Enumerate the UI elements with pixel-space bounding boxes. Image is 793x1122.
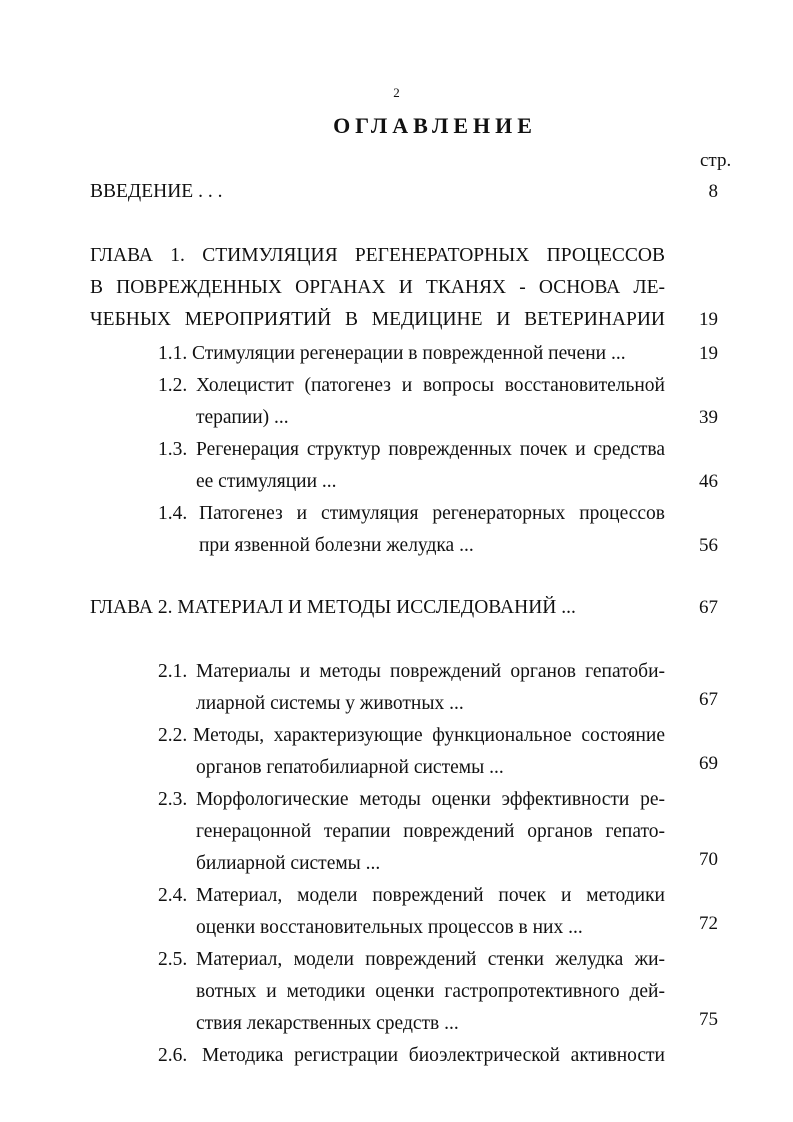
toc-section-title-cont: терапии) ... (196, 407, 289, 428)
toc-section-title-cont: ее стимуляции ... (196, 471, 337, 492)
toc-section-title-cont: генерацонной терапии повреждений органов гепато- (196, 821, 665, 842)
toc-section-title-cont: ствия лекарственных средств ... (196, 1013, 459, 1034)
toc-section-page: 56 (699, 535, 718, 556)
toc-section-number: 2.2. (158, 725, 188, 746)
toc-section-page: 70 (699, 849, 718, 870)
chapter2-heading: ГЛАВА 2. МАТЕРИАЛ И МЕТОДЫ ИССЛЕДОВАНИЙ ... (90, 597, 576, 618)
toc-section-title-cont: билиарной системы ... (196, 853, 381, 874)
toc-section-title-cont: лиарной системы у животных ... (196, 693, 464, 714)
toc-section-page: 39 (699, 407, 718, 428)
toc-section-number: 1.2. (158, 375, 188, 396)
toc-section-title: Стимуляции регенерации в поврежденной печени ... (192, 343, 626, 364)
toc-section-title: Материал, модели повреждений почек и методики (196, 885, 665, 906)
toc-section-title-cont: вотных и методики оценки гастропротективного дей- (196, 981, 665, 1002)
toc-section-number: 2.3. (158, 789, 188, 810)
toc-section-number: 1.1. (158, 343, 188, 364)
toc-page-intro: 8 (708, 181, 718, 202)
toc-section-number: 2.6. (158, 1045, 188, 1066)
toc-section-title: Морфологические методы оценки эффективности ре- (196, 789, 665, 810)
toc-section-title-cont: органов гепатобилиарной системы ... (196, 757, 504, 778)
toc-section-title-cont: оценки восстановительных процессов в них ... (196, 917, 583, 938)
toc-section-number: 1.4. (158, 503, 188, 524)
toc-section-page: 46 (699, 471, 718, 492)
toc-section-title: Регенерация структур поврежденных почек и средства (196, 439, 665, 460)
toc-page-chapter2: 67 (699, 597, 718, 618)
toc-section-title: Материалы и методы повреждений органов гепатоби- (196, 661, 665, 682)
toc-section-title: Методика регистрации биоэлектрической активности (202, 1045, 665, 1066)
page-title: ОГЛАВЛЕНИЕ (333, 113, 537, 138)
toc-section-number: 2.1. (158, 661, 188, 682)
toc-section-title: Холецистит (патогенез и вопросы восстановительной (196, 375, 665, 396)
toc-section-number: 1.3. (158, 439, 188, 460)
toc-section-page: 75 (699, 1009, 718, 1030)
chapter1-heading-line-1: ГЛАВА 1. СТИМУЛЯЦИЯ РЕГЕНЕРАТОРНЫХ ПРОЦЕССОВ (90, 245, 665, 266)
toc-section-title: Патогенез и стимуляция регенераторных процессов (199, 503, 665, 524)
page-number: 2 (393, 85, 400, 100)
toc-entry-intro: ВВЕДЕНИЕ . . . (90, 181, 223, 202)
toc-section-page: 69 (699, 753, 718, 774)
toc-section-title: Материал, модели повреждений стенки желудка жи- (196, 949, 665, 970)
toc-section-title: Методы, характеризующие функциональное состояние (193, 725, 665, 746)
toc-section-page: 19 (699, 343, 718, 364)
page-column-label: стр. (700, 150, 732, 171)
toc-section-number: 2.5. (158, 949, 188, 970)
chapter1-heading-line-3: ЧЕБНЫХ МЕРОПРИЯТИЙ В МЕДИЦИНЕ И ВЕТЕРИНАРИИ (90, 309, 665, 330)
toc-section-page: 67 (699, 689, 718, 710)
toc-section-number: 2.4. (158, 885, 188, 906)
chapter1-heading-line-2: В ПОВРЕЖДЕННЫХ ОРГАНАХ И ТКАНЯХ - ОСНОВА ЛЕ- (90, 277, 665, 298)
toc-section-page: 72 (699, 913, 718, 934)
toc-page-chapter1: 19 (699, 309, 718, 330)
toc-section-title-cont: при язвенной болезни желудка ... (199, 535, 474, 556)
